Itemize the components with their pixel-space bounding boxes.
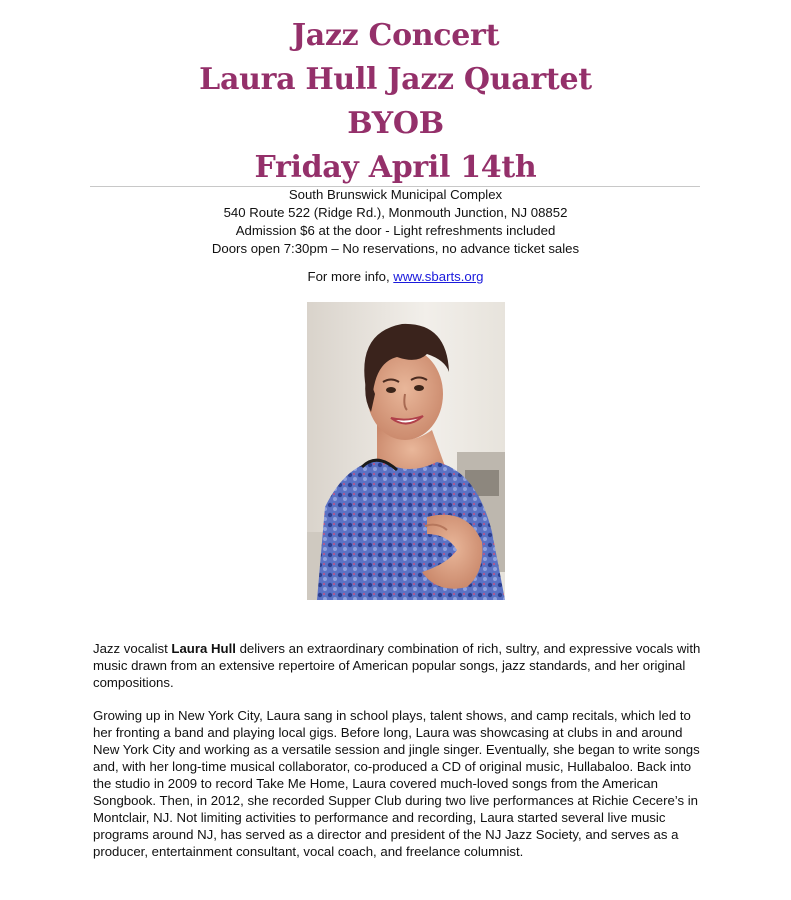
venue-name: South Brunswick Municipal Complex: [288, 187, 503, 202]
venue-address: 540 Route 522 (Ridge Rd.), Monmouth Junction, NJ 08852: [223, 205, 568, 220]
event-title: Jazz Concert: [291, 18, 500, 53]
admission-info: Admission $6 at the door - Light refreshments included: [235, 223, 556, 238]
bio-paragraph-2: Growing up in New York City, Laura sang in school plays, talent shows, and camp recitals, which led to her fronting a band and playing local gigs. Before long, Laura was showcasing at clubs in and around New York City and working as a versatile session and jingle singer. Eventually, she began to write songs and, with her long-time musical collaborator, co-produced a CD of original music, Hullabaloo. Back into the studio in 2009 to record Take Me Home, Laura covered much-loved songs from the American Songbook. Then, in 2012, she recorded Supper Club during two live performances at Richie Cecere’s in Montclair, NJ. Not limiting activities to performance and recording, Laura started several live music programs around NJ, has served as a director and president of the NJ Jazz Society, and serves as a producer, entertainment consultant, vocal coach, and freelance columnist.: [93, 708, 700, 859]
bio-text: [93, 640, 705, 876]
performer-photo: [307, 302, 505, 600]
byob-note: BYOB: [347, 106, 444, 141]
band-name: Laura Hull Jazz Quartet: [199, 62, 592, 97]
event-details: [0, 186, 791, 258]
bio-paragraph-1: [93, 640, 705, 691]
more-info-label: For more info,: [307, 269, 394, 284]
bio-intro-rest: delivers an extraordinary combination of rich, sultry, and expressive vocals with music drawn from an extensive repertoire of American popular songs, jazz standards, and her original compositions.: [93, 641, 701, 690]
performer-name: Laura Hull: [171, 641, 236, 656]
title-block: [0, 14, 791, 190]
event-date: Friday April 14th: [254, 150, 537, 185]
more-info: [0, 268, 791, 286]
performer-photo-illustration: [307, 302, 505, 600]
doors-info: Doors open 7:30pm – No reservations, no advance ticket sales: [211, 241, 580, 256]
website-link[interactable]: www.sbarts.org: [393, 269, 484, 284]
bio-intro-text: Jazz vocalist: [93, 641, 172, 656]
